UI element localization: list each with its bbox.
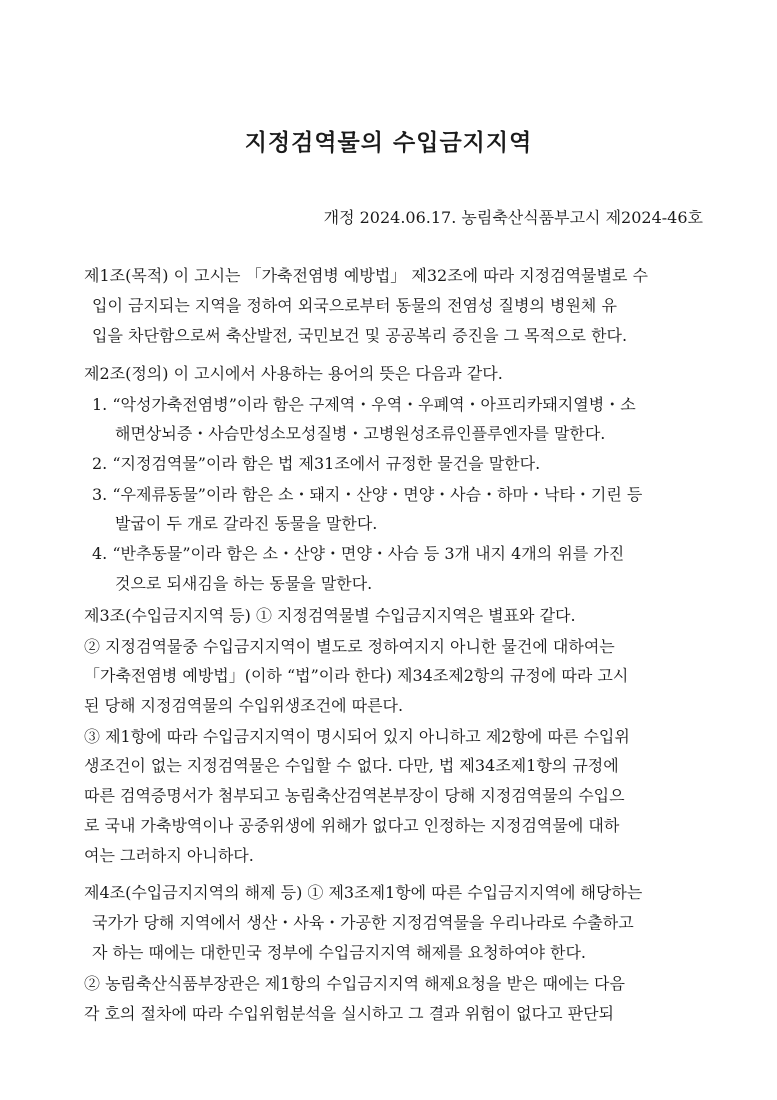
article-3-para-3-line-3: 따른 검역증명서가 첨부되고 농림축산검역본부장이 당해 지정검역물의 수입으 <box>84 786 625 805</box>
article-1-line-3: 입을 차단함으로써 축산발전, 국민보건 및 공공복리 증진을 그 목적으로 한다. <box>92 326 628 345</box>
definition-1-line-2: 해면상뇌증・사슴만성소모성질병・고병원성조류인플루엔자를 말한다. <box>115 424 606 443</box>
article-3-para-2-line-3: 된 당해 지정검역물의 수입위생조건에 따른다. <box>84 696 404 715</box>
article-1-line-1: 제1조(목적) 이 고시는 「가축전염병 예방법」 제32조에 따라 지정검역물별로 수 <box>84 266 648 285</box>
article-2-heading: 제2조(정의) 이 고시에서 사용하는 용어의 뜻은 다음과 같다. <box>84 364 503 383</box>
article-4-para-2-line-2: 각 호의 절차에 따라 수입위험분석을 실시하고 그 결과 위험이 없다고 판단되 <box>84 1004 614 1023</box>
article-4-para-1-line-3: 자 하는 때에는 대한민국 정부에 수입금지지역 해제를 요청하여야 한다. <box>92 943 586 962</box>
definition-3-line-2: 발굽이 두 개로 갈라진 동물을 말한다. <box>115 514 378 533</box>
definition-3-line-1: 3. “우제류동물”이라 함은 소・돼지・산양・면양・사슴・하마・낙타・기린 등 <box>92 485 643 504</box>
article-4-para-1-line-1: 제4조(수입금지지역의 해제 등) ① 제3조제1항에 따른 수입금지지역에 해당하는 <box>84 883 643 902</box>
definition-1-line-1: 1. “악성가축전염병”이라 함은 구제역・우역・우폐역・아프리카돼지열병・소 <box>92 395 636 414</box>
article-4-para-1-line-2: 국가가 당해 지역에서 생산・사육・가공한 지정검역물을 우리나라로 수출하고 <box>92 913 634 932</box>
article-3-para-2-line-1: ② 지정검역물중 수입금지지역이 별도로 정하여지지 아니한 물건에 대하여는 <box>84 637 615 656</box>
article-3-para-2-line-2: 「가축전염병 예방법」(이하 “법”이라 한다) 제34조제2항의 규정에 따라 고시 <box>84 666 629 685</box>
article-4-para-2-line-1: ② 농림축산식품부장관은 제1항의 수입금지지역 해제요청을 받은 때에는 다음 <box>84 974 625 993</box>
article-3-para-3-line-1: ③ 제1항에 따라 수입금지지역이 명시되어 있지 아니하고 제2항에 따른 수입위 <box>84 727 630 746</box>
article-3-para-3-line-2: 생조건이 없는 지정검역물은 수입할 수 없다. 다만, 법 제34조제1항의 규정에 <box>84 756 619 775</box>
article-3-para-1: 제3조(수입금지지역 등) ① 지정검역물별 수입금지지역은 별표와 같다. <box>84 606 576 625</box>
article-1-line-2: 입이 금지되는 지역을 정하여 외국으로부터 동물의 전염성 질병의 병원체 유 <box>92 296 617 315</box>
definition-4-line-2: 것으로 되새김을 하는 동물을 말한다. <box>115 574 373 593</box>
document-title: 지정검역물의 수입금지지역 <box>244 129 533 156</box>
definition-4-line-1: 4. “반추동물”이라 함은 소・산양・면양・사슴 등 3개 내지 4개의 위를 가진 <box>92 544 625 563</box>
revision-notice: 개정 2024.06.17. 농림축산식품부고시 제2024-46호 <box>323 208 703 227</box>
definition-2: 2. “지정검역물”이라 함은 법 제31조에서 규정한 물건을 말한다. <box>92 454 541 473</box>
article-3-para-3-line-4: 로 국내 가축방역이나 공중위생에 위해가 없다고 인정하는 지정검역물에 대하 <box>84 816 620 835</box>
article-3-para-3-line-5: 여는 그러하지 아니하다. <box>84 846 254 865</box>
